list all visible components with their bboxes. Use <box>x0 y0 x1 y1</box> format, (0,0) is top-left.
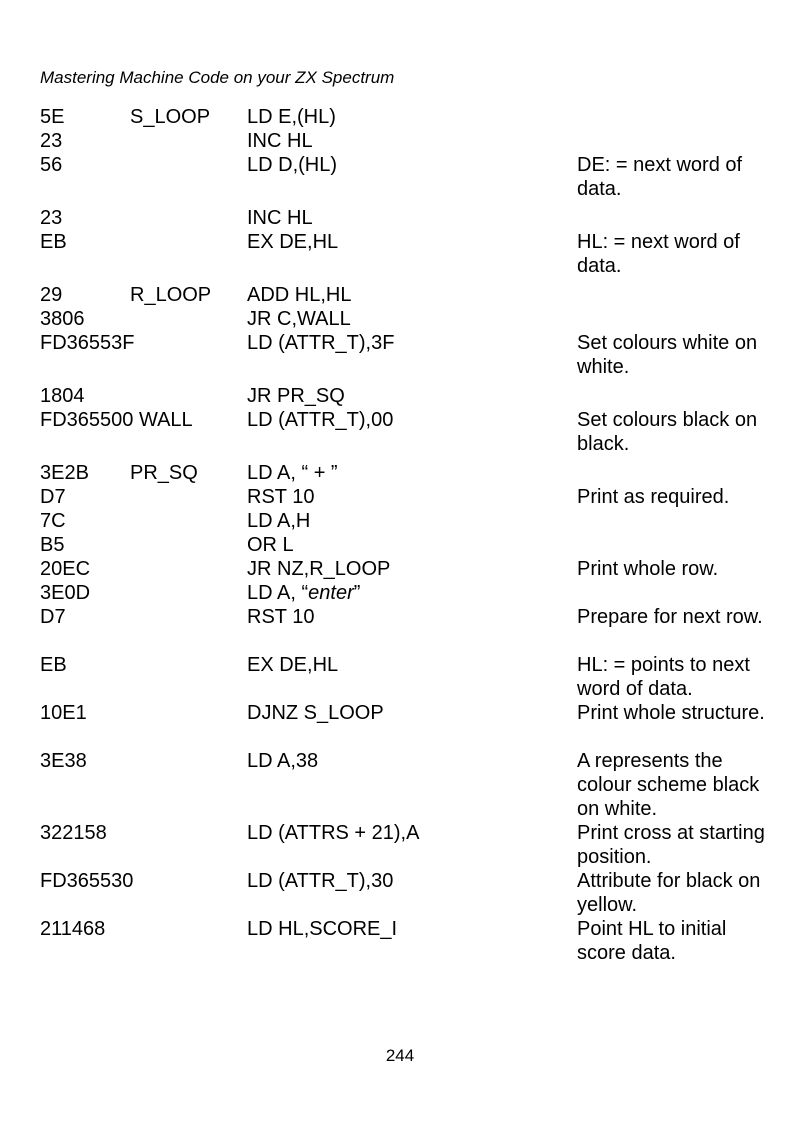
hex-code: 211468 <box>40 918 106 940</box>
instruction: LD A, “ + ” <box>247 462 338 484</box>
hex-code: 322158 <box>40 822 107 844</box>
instruction: LD A,H <box>247 510 311 532</box>
listing-row <box>40 307 780 331</box>
instruction: LD A,38 <box>247 750 319 772</box>
comment: HL: = next word of data. <box>577 231 740 277</box>
hex-code: 23 <box>40 130 63 152</box>
hex-code: B5 <box>40 534 65 556</box>
instruction: LD D,(HL) <box>247 154 338 176</box>
instruction: ADD HL,HL <box>247 284 352 306</box>
hex-code: 3E0D <box>40 582 91 604</box>
instruction: INC HL <box>247 207 313 229</box>
listing-row <box>40 653 780 701</box>
instruction: JR PR_SQ <box>247 385 345 407</box>
listing-row <box>40 557 780 581</box>
instruction: EX DE,HL <box>247 654 339 676</box>
listing-row <box>40 509 780 533</box>
listing-row <box>40 581 780 605</box>
asm-label: R_LOOP <box>130 284 212 306</box>
instruction: LD HL,SCORE_I <box>247 918 398 940</box>
instruction: LD (ATTR_T),30 <box>247 870 394 892</box>
comment: Point HL to initial score data. <box>577 918 727 964</box>
page-number: 244 <box>385 1046 415 1065</box>
instruction: LD (ATTRS + 21),A <box>247 822 420 844</box>
comment: Print whole row. <box>577 558 719 580</box>
asm-label: PR_SQ <box>130 462 198 484</box>
listing-row <box>40 408 780 461</box>
listing-row <box>40 283 780 307</box>
comment: Prepare for next row. <box>577 606 763 628</box>
listing-row <box>40 869 780 917</box>
hex-code: EB <box>40 231 67 253</box>
hex-code: D7 <box>40 606 66 628</box>
comment: Print whole structure. <box>577 702 765 724</box>
instruction: LD A, “enter” <box>247 582 361 604</box>
hex-code: 20EC <box>40 558 91 580</box>
listing-row <box>40 605 780 653</box>
comment: Print as required. <box>577 486 730 508</box>
hex-code: 10E1 <box>40 702 87 724</box>
hex-code: EB <box>40 654 67 676</box>
hex-code: 7C <box>40 510 66 532</box>
comment: Print cross at starting position. <box>577 822 765 868</box>
instruction: RST 10 <box>247 486 315 508</box>
listing-row <box>40 105 780 129</box>
instruction: RST 10 <box>247 606 315 628</box>
listing-row <box>40 230 780 283</box>
listing-row <box>40 461 780 485</box>
instruction: JR NZ,R_LOOP <box>247 558 391 580</box>
comment: DE: = next word of data. <box>577 154 743 200</box>
instruction: LD (ATTR_T),3F <box>247 332 395 354</box>
hex-code: 3E2B <box>40 462 89 484</box>
hex-code: FD365530 <box>40 870 134 892</box>
listing-row <box>40 153 780 206</box>
hex-code: 3E38 <box>40 750 87 772</box>
listing-row <box>40 533 780 557</box>
hex-code: 29 <box>40 284 63 306</box>
asm-label: S_LOOP <box>130 106 211 128</box>
instruction: DJNZ S_LOOP <box>247 702 384 724</box>
listing-row <box>40 701 780 749</box>
hex-code: 56 <box>40 154 63 176</box>
instruction: INC HL <box>247 130 313 152</box>
listing-row <box>40 821 780 869</box>
listing-row <box>40 485 780 509</box>
listing-row <box>40 749 780 821</box>
code-listing <box>40 105 780 965</box>
instruction: LD (ATTR_T),00 <box>247 409 394 431</box>
hex-code: 3806 <box>40 308 85 330</box>
hex-code: 23 <box>40 207 63 229</box>
listing-row <box>40 384 780 408</box>
listing-row <box>40 129 780 153</box>
running-header: Mastering Machine Code on your ZX Spectrum <box>40 68 395 87</box>
listing-row <box>40 206 780 230</box>
comment: HL: = points to next word of data. <box>577 654 750 700</box>
instruction: JR C,WALL <box>247 308 351 330</box>
instruction: LD E,(HL) <box>247 106 336 128</box>
hex-code: FD36553F <box>40 332 135 354</box>
listing-row <box>40 917 780 965</box>
instruction: EX DE,HL <box>247 231 339 253</box>
hex-code: 5E <box>40 106 65 128</box>
hex-code: FD365500 WALL <box>40 409 193 431</box>
comment: A represents the colour scheme black on white. <box>577 750 760 820</box>
hex-code: 1804 <box>40 385 85 407</box>
instruction: OR L <box>247 534 294 556</box>
listing-row <box>40 331 780 384</box>
hex-code: D7 <box>40 486 66 508</box>
comment: Attribute for black on yellow. <box>577 870 761 916</box>
comment: Set colours white on white. <box>577 332 758 378</box>
comment: Set colours black on black. <box>577 409 758 455</box>
